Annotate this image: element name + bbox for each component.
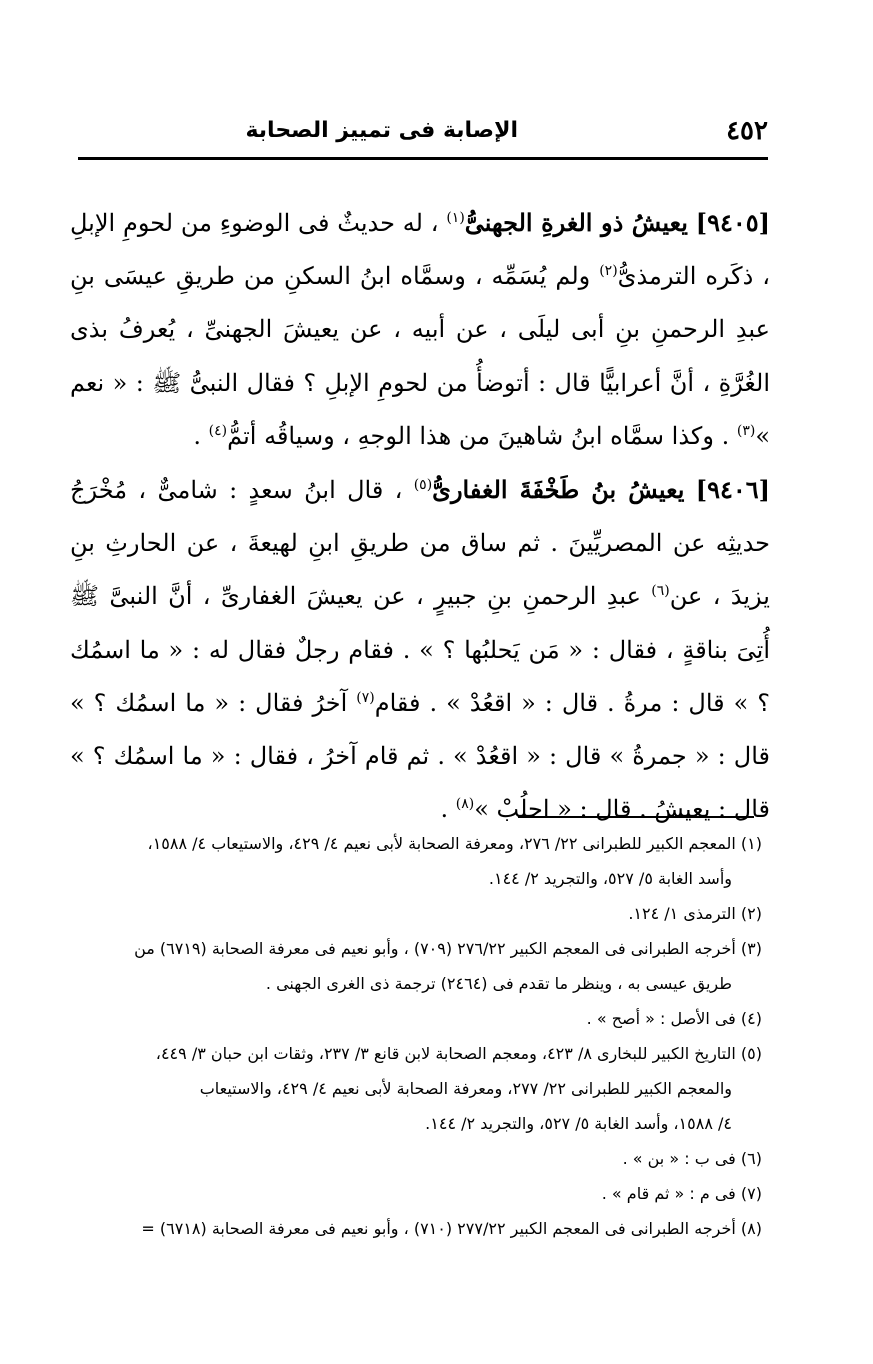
- footnote-line: والمعجم الكبير للطبرانى ٢٢/ ٢٧٧، ومعرفة الصحابة لأبى نعيم ٤/ ٤٢٩، والاستيعاب: [199, 1079, 732, 1098]
- footnote-line: (١) المعجم الكبير للطبرانى ٢٢/ ٢٧٦، ومعرفة الصحابة لأبى نعيم ٤/ ٤٢٩، والاستيعاب ٤/ ١٥٨٨،: [147, 834, 762, 853]
- footnote-6: [78, 1141, 762, 1176]
- footnote-ref: (٧): [356, 689, 375, 706]
- footnote-1: [78, 826, 762, 896]
- entry-text: ، قال ابنُ سعدٍ : شامىٌّ ، مُخْرَجُ حديثِه عن المصريِّينَ . ثم ساق من طريقِ ابنِ لهيعةَ ، عن الحارثِ بنِ يزيدَ ، عن: [70, 476, 770, 611]
- page-number: ٤٥٢: [726, 116, 768, 146]
- entry-text: . وكذا سمَّاه ابنُ شاهينَ من هذا الوجهِ ، وسياقُه أتمُّ: [227, 421, 730, 450]
- header-rule: [78, 157, 768, 160]
- footnote-line: ٤/ ١٥٨٨، وأسد الغابة ٥/ ٥٢٧، والتجريد ٢/ ١٤٤.: [425, 1114, 732, 1133]
- footnote-5: [78, 1036, 762, 1141]
- footnote-line: وأسد الغابة ٥/ ٥٢٧، والتجريد ٢/ ١٤٤.: [488, 869, 732, 888]
- footnote-line: (٢) الترمذى ١/ ١٢٤.: [628, 904, 762, 923]
- entry-number: [٩٤٠٦]: [695, 475, 770, 505]
- entry-text: ولم يُسَمِّه ، وسمَّاه ابنُ السكنِ من طريقِ عيسَى بنِ عبدِ الرحمنِ بنِ أبى ليلَى ، عن أبيه ، عن يعيشَ الجهنىِّ ، يُعرفُ بذى الغُرَّةِ ، أنَّ أعرابيًّا قال : أتوضأُ من لحومِ الإبلِ ؟ فقال النبىُّ ﷺ : « نعم »: [70, 262, 770, 450]
- footnote-ref: (١): [446, 210, 465, 226]
- entry-text: ، له حديثٌ فى الوضوءِ من لحومِ الإبلِ ، ذكَره الترمذىُّ: [70, 209, 770, 291]
- entry-number: [٩٤٠٥]: [695, 208, 770, 237]
- footnote-7: [78, 1176, 762, 1211]
- footnote-line: (٤) فى الأصل : « أصح » .: [586, 1009, 762, 1028]
- footnotes: [78, 826, 762, 1246]
- entry-text: آخرُ فقال : « ما اسمُك ؟ » قال : « جمرةُ » قال : « اقعُدْ » . ثم قام آخرُ ، فقال : « ما اسمُك ؟ » قال : يعيشُ . قال : « احلُبْ »: [70, 688, 770, 824]
- footnote-line: (٨) أخرجه الطبرانى فى المعجم الكبير ٢٧٧/٢٢ (٧١٠) ، وأبو نعيم فى معرفة الصحابة (٦٧١٨) =: [141, 1219, 762, 1238]
- entry-text: .: [440, 795, 449, 824]
- footnote-ref: (٤): [208, 422, 228, 439]
- main-text: [70, 196, 770, 836]
- entry-text: عبدِ الرحمنِ بنِ جبيرٍ ، عن يعيشَ الغفارىِّ ، أنَّ النبىَّ ﷺ أُتِىَ بناقةٍ ، فقال : « مَن يَحلبُها ؟ » . فقام رجلٌ فقال له : « ما اسمُك ؟ » قال : مرةُ . قال : « اقعُدْ » . فقام: [70, 582, 771, 717]
- footnote-line: (٣) أخرجه الطبرانى فى المعجم الكبير ٢٧٦/٢٢ (٧٠٩) ، وأبو نعيم فى معرفة الصحابة (٦٧١٩) من: [134, 939, 762, 958]
- footnote-2: [78, 896, 762, 931]
- footnote-3: [78, 931, 762, 1001]
- footnote-line: (٧) فى م : « ثم قام » .: [601, 1184, 762, 1203]
- entry-9405: [70, 196, 770, 463]
- page-header: [78, 112, 768, 152]
- entry-text: .: [193, 421, 202, 450]
- footnote-line: طريق عيسى به ، وينظر ما تقدم فى (٢٤٦٤) ترجمة ذى الغرى الجهنى .: [265, 974, 732, 993]
- footnote-ref: (٨): [455, 796, 475, 813]
- footnote-line: (٦) فى ب : « بن » .: [622, 1149, 762, 1168]
- footnote-ref: (٢): [599, 263, 618, 280]
- entry-name: يعيشُ ذو الغرةِ الجهنىُّ: [464, 208, 688, 237]
- entry-9406: [70, 463, 770, 836]
- footnotes-rule: [518, 816, 754, 818]
- footnote-ref: (٣): [736, 422, 756, 439]
- footnote-4: [78, 1001, 762, 1036]
- footnote-ref: (٦): [651, 583, 670, 600]
- running-title: الإصابة فى تمييز الصحابة: [245, 118, 518, 143]
- footnote-8: [78, 1211, 762, 1246]
- footnote-line: (٥) التاريخ الكبير للبخارى ٨/ ٤٢٣، ومعجم الصحابة لابن قانع ٣/ ٢٣٧، وثقات ابن حبان ٣/ ٤٤٩،: [155, 1044, 762, 1063]
- entry-name: يعيشُ بنُ طَخْفَةَ الغفارىُّ: [432, 475, 685, 505]
- footnote-ref: (٥): [413, 477, 433, 494]
